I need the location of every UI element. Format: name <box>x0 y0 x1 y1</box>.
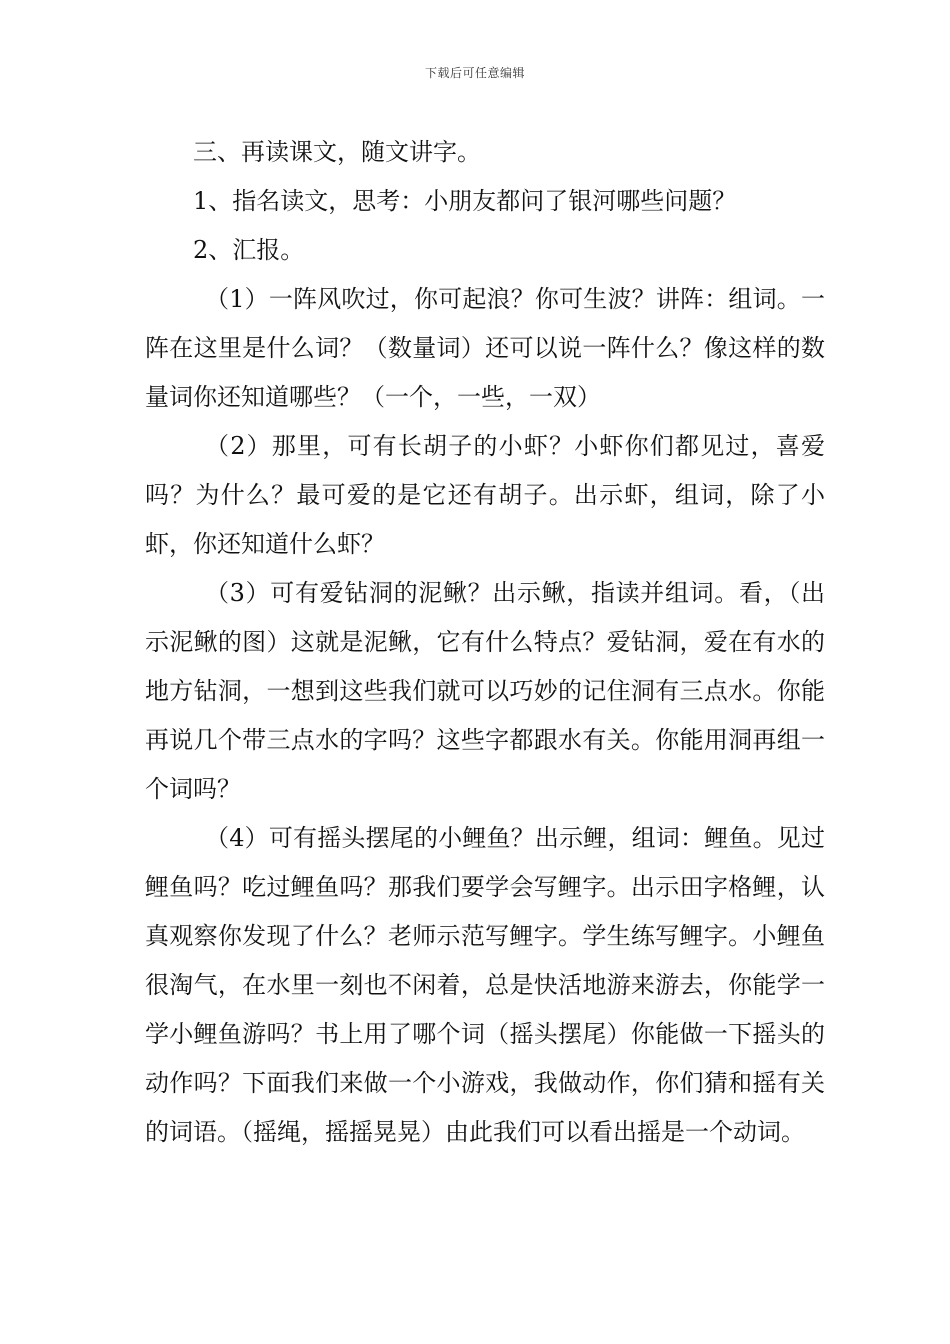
section-heading: 三、再读课文，随文讲字。 <box>193 138 481 166</box>
page-header: 下载后可任意编辑 <box>424 66 525 80</box>
paragraph-item-3: （3）可有爱钻洞的泥鳅？出示鳅，指读并组词。看，（出示泥鳅的图）这就是泥鳅，它有什么特点？爱钻洞，爱在有水的地方钻洞，一想到这些我们就可以巧妙的记住洞有三点水。你能再说几个带三点水的字吗？这些字都跟水有关。你能用洞再组一个词吗？ <box>145 579 825 803</box>
paragraph-step-1: 1、指名读文，思考：小朋友都问了银河哪些问题？ <box>193 187 737 215</box>
paragraph-item-1: （1）一阵风吹过，你可起浪？你可生波？讲阵：组词。一阵在这里是什么词？（数量词）还可以说一阵什么？像这样的数量词你还知道哪些？（一个，一些，一双） <box>145 285 825 411</box>
document-body <box>145 128 825 1157</box>
paragraph-item-2: （2）那里，可有长胡子的小虾？小虾你们都见过，喜爱吗？为什么？最可爱的是它还有胡子。出示虾，组词，除了小虾，你还知道什么虾？ <box>145 432 825 558</box>
paragraph-step-2: 2、汇报。 <box>193 236 305 264</box>
paragraph-item-4: （4）可有摇头摆尾的小鲤鱼？出示鲤，组词：鲤鱼。见过鲤鱼吗？吃过鲤鱼吗？那我们要学会写鲤字。出示田字格鲤，认真观察你发现了什么？老师示范写鲤字。学生练写鲤字。小鲤鱼很淘气，在水里一刻也不闲着，总是快活地游来游去，你能学一学小鲤鱼游吗？书上用了哪个词（摇头摆尾）你能做一下摇头的动作吗？下面我们来做一个小游戏，我做动作，你们猜和摇有关的词语。（摇绳，摇摇晃晃）由此我们可以看出摇是一个动词。 <box>145 824 825 1146</box>
